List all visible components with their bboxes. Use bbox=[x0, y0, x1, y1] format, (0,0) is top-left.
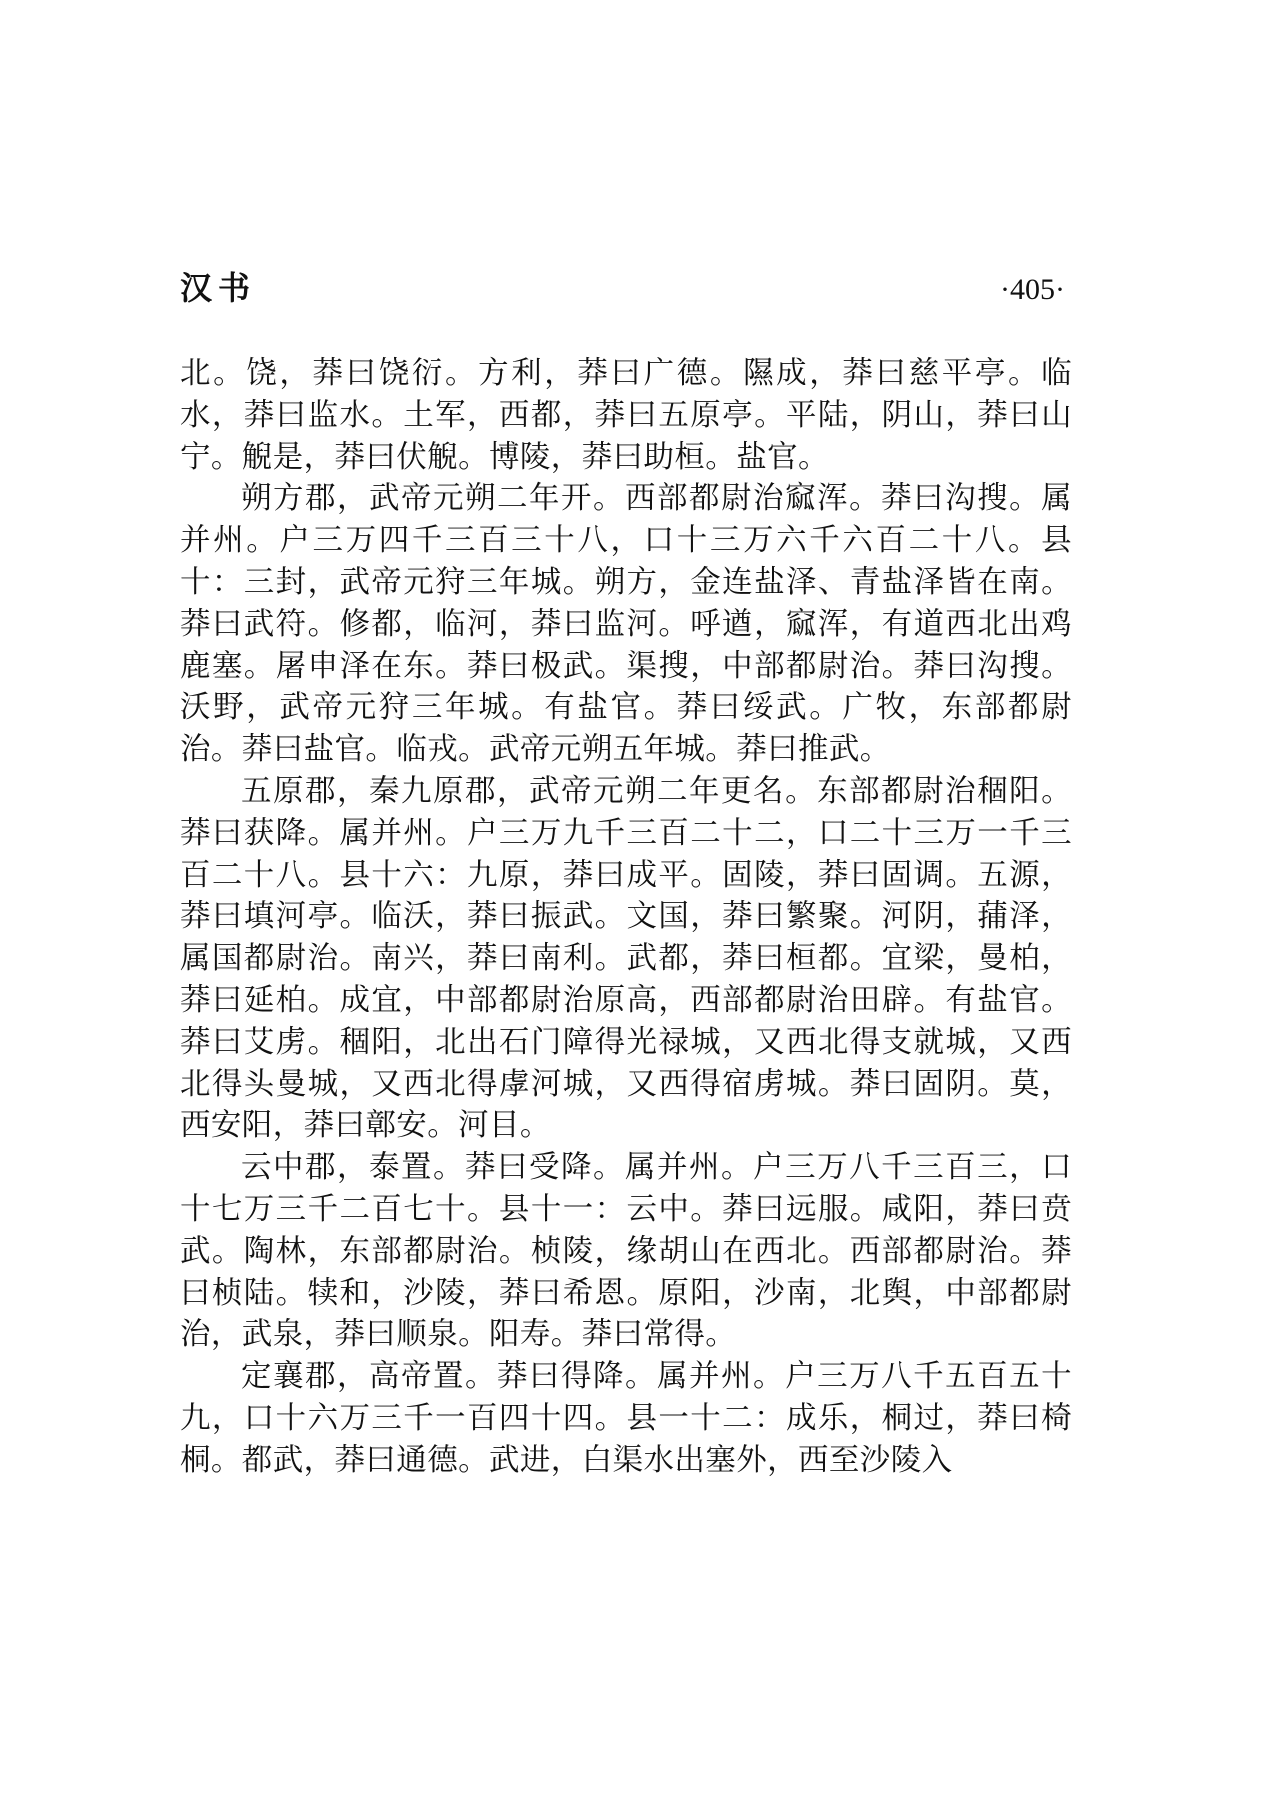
body-text bbox=[180, 353, 1072, 1482]
paragraph-shuofang-commandery: 朔方郡，武帝元朔二年开。西部都尉治窳浑。莽曰沟搜。属并州。户三万四千三百三十八，口十三万六千六百二十八。县十：三封，武帝元狩三年城。朔方，金连盐泽、青盐泽皆在南。莽曰武符。修都，临河，莽曰监河。呼遒，窳浑，有道西北出鸡鹿塞。屠申泽在东。莽曰极武。渠搜，中部都尉治。莽曰沟搜。沃野，武帝元狩三年城。有盐官。莽曰绥武。广牧，东部都尉治。莽曰盐官。临戎。武帝元朔五年城。莽曰推武。 bbox=[180, 481, 1072, 768]
running-header-title: 汉书 bbox=[180, 269, 257, 307]
paragraph-dingxiang-commandery: 定襄郡，高帝置。莽曰得降。属并州。户三万八千五百五十九，口十六万三千一百四十四。县一十二：成乐，桐过，莽曰椅桐。都武，莽曰通德。武进，白渠水出塞外，西至沙陵入 bbox=[180, 1359, 1072, 1478]
paragraph-yunzhong-commandery: 云中郡，泰置。莽曰受降。属并州。户三万八千三百三，口十七万三千二百七十。县十一：云中。莽曰远服。咸阳，莽曰贲武。陶林，东部都尉治。桢陵，缘胡山在西北。西部都尉治。莽曰桢陆。犊和，沙陵，莽曰希恩。原阳，沙南，北舆，中部都尉治，武泉，莽曰顺泉。阳寿。莽曰常得。 bbox=[180, 1150, 1072, 1353]
page-number: ·405· bbox=[1000, 273, 1065, 306]
paragraph-continuation: 北。饶，莽曰饶衍。方利，莽曰广德。隰成，莽曰慈平亭。临水，莽曰监水。土军，西都，莽曰五原亭。平陆，阴山，莽曰山宁。觬是，莽曰伏觬。博陵，莽曰助桓。盐官。 bbox=[180, 356, 1072, 475]
paragraph-wuyuan-commandery: 五原郡，秦九原郡，武帝元朔二年更名。东部都尉治稒阳。莽曰获降。属并州。户三万九千三百二十二，口二十三万一千三百二十八。县十六：九原，莽曰成平。固陵，莽曰固调。五源，莽曰填河亭。临沃，莽曰振武。文国，莽曰繁聚。河阴，蒱泽，属国都尉治。南兴，莽曰南利。武都，莽曰桓都。宜梁，曼柏，莽曰延柏。成宜，中部都尉治原高，西部都尉治田辟。有盐官。莽曰艾虏。稒阳，北出石门障得光禄城，又西北得支就城，又西北得头曼城，又西北得虖河城，又西得宿虏城。莽曰固阴。莫，西安阳，莽曰鄣安。河目。 bbox=[180, 773, 1072, 1144]
